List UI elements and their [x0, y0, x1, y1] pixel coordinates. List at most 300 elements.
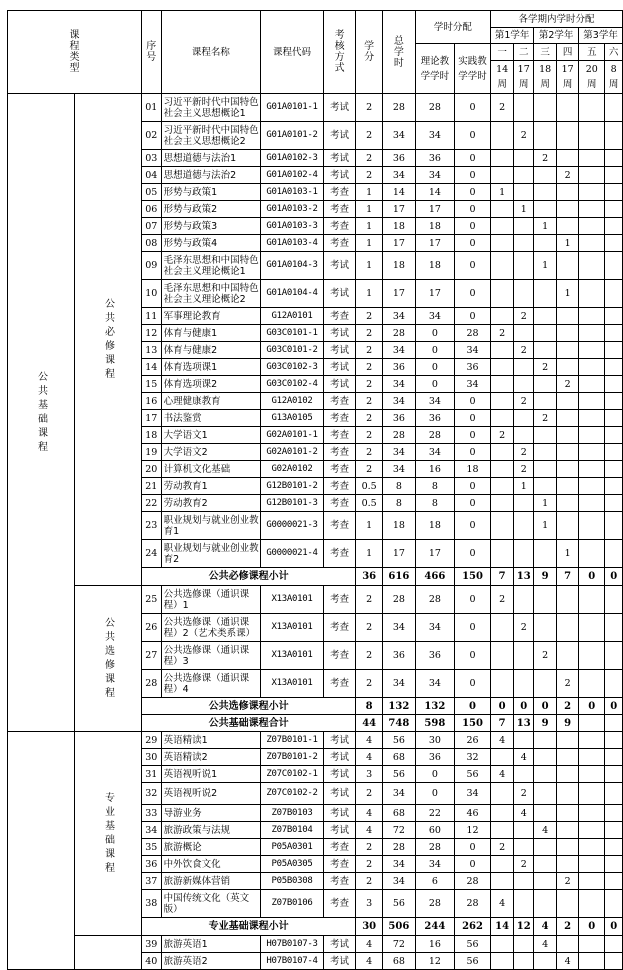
subtotal-practice-hours: 150	[455, 568, 491, 586]
seq-cell: 21	[142, 478, 162, 495]
term-1-hours-cell	[491, 953, 514, 970]
term-6-hours-cell	[605, 461, 623, 478]
term-6-hours-cell	[605, 308, 623, 325]
course-name-cell: 计算机文化基础	[161, 461, 261, 478]
term-6-hours-cell	[605, 512, 623, 540]
term-6-hours-cell	[605, 218, 623, 235]
practice-hours-cell: 0	[455, 150, 491, 167]
term-4-hours-cell	[557, 150, 579, 167]
seq-cell: 27	[142, 642, 162, 670]
total-hours-cell: 56	[383, 732, 416, 749]
course-code-cell: G01A0102-3	[261, 150, 324, 167]
header-theory	[415, 44, 454, 94]
header-term-1: 一	[491, 44, 514, 61]
credit-cell: 4	[356, 936, 383, 953]
total-hours-cell: 34	[383, 376, 416, 393]
seq-cell: 35	[142, 839, 162, 856]
term-3-hours-cell: 1	[534, 495, 557, 512]
term-4-hours-cell	[557, 732, 579, 749]
group-public-basic: 公共基础课程	[8, 94, 75, 732]
theory-hours-cell: 0	[415, 376, 454, 393]
practice-hours-cell: 56	[455, 766, 491, 783]
theory-hours-cell: 0	[415, 766, 454, 783]
seq-cell: 31	[142, 766, 162, 783]
course-code-cell: G01A0103-3	[261, 218, 324, 235]
header-credit-text: 学 分	[364, 41, 375, 63]
practice-hours-cell: 0	[455, 252, 491, 280]
course-name-cell: 导游业务	[161, 805, 261, 822]
term-1-hours-cell	[491, 410, 514, 427]
term-3-hours-cell: 1	[534, 512, 557, 540]
term-6-hours-cell	[605, 150, 623, 167]
weeks-unit: 周	[562, 79, 573, 90]
seq-cell: 06	[142, 201, 162, 218]
term-5-hours-cell	[579, 783, 605, 805]
term-2-hours-cell	[514, 150, 534, 167]
term-6-hours-cell	[605, 495, 623, 512]
seq-cell: 16	[142, 393, 162, 410]
subtotal-theory-hours: 132	[415, 698, 454, 715]
seq-cell: 29	[142, 732, 162, 749]
term-5-hours-cell	[579, 856, 605, 873]
term-4-hours-cell	[557, 495, 579, 512]
term-6-hours-cell	[605, 614, 623, 642]
practice-hours-cell: 26	[455, 732, 491, 749]
header-year-1: 第1学年	[491, 28, 534, 44]
assess-cell: 考试	[323, 150, 355, 167]
course-name-cell: 思想道德与法治1	[161, 150, 261, 167]
practice-hours-cell: 0	[455, 478, 491, 495]
seq-cell: 05	[142, 184, 162, 201]
subtotal-practice-hours: 262	[455, 918, 491, 936]
term-5-hours-cell	[579, 873, 605, 890]
weeks-unit: 周	[540, 79, 550, 90]
seq-cell: 01	[142, 94, 162, 122]
term-1-hours-cell	[491, 235, 514, 252]
header-theory-text: 理论教 学学时	[420, 55, 450, 82]
term-6-hours-cell	[605, 783, 623, 805]
course-code-cell: G01A0102-4	[261, 167, 324, 184]
assess-cell: 考试	[323, 783, 355, 805]
assess-cell: 考查	[323, 512, 355, 540]
term-6-hours-cell	[605, 184, 623, 201]
course-name-cell: 体育与健康1	[161, 325, 261, 342]
course-name-cell: 英语精读1	[161, 732, 261, 749]
term-1-hours-cell	[491, 478, 514, 495]
total-hours-cell: 8	[383, 495, 416, 512]
term-6-hours-cell	[605, 376, 623, 393]
term-3-hours-cell	[534, 783, 557, 805]
assess-cell: 考试	[323, 732, 355, 749]
total-hours-cell: 18	[383, 218, 416, 235]
practice-hours-cell: 0	[455, 512, 491, 540]
term-5-hours-cell	[579, 512, 605, 540]
theory-hours-cell: 17	[415, 540, 454, 568]
term-6-hours-cell	[605, 670, 623, 698]
subtotal-term-5: 0	[579, 918, 605, 936]
total-hours-cell: 56	[383, 890, 416, 918]
term-5-hours-cell	[579, 478, 605, 495]
term-2-hours-cell	[514, 512, 534, 540]
credit-cell: 4	[356, 822, 383, 839]
term-5-hours-cell	[579, 936, 605, 953]
term-1-hours-cell	[491, 342, 514, 359]
total-hours-cell: 68	[383, 953, 416, 970]
term-6-hours-cell	[605, 478, 623, 495]
subtotal-total-hours: 132	[383, 698, 416, 715]
term-6-hours-cell	[605, 167, 623, 184]
credit-cell: 4	[356, 953, 383, 970]
weeks-count: 8	[610, 64, 617, 75]
practice-hours-cell: 0	[455, 218, 491, 235]
weeks-unit: 周	[497, 79, 507, 90]
practice-hours-cell: 0	[455, 393, 491, 410]
subtotal-theory-hours: 244	[415, 918, 454, 936]
term-1-hours-cell: 2	[491, 325, 514, 342]
subtotal-term-3: 0	[534, 698, 557, 715]
header-total	[383, 11, 416, 94]
theory-hours-cell: 34	[415, 393, 454, 410]
term-2-hours-cell: 2	[514, 122, 534, 150]
theory-hours-cell: 14	[415, 184, 454, 201]
term-2-hours-cell: 2	[514, 393, 534, 410]
term-2-hours-cell	[514, 252, 534, 280]
practice-hours-cell: 0	[455, 235, 491, 252]
term-5-hours-cell	[579, 280, 605, 308]
seq-cell: 10	[142, 280, 162, 308]
term-4-hours-cell	[557, 478, 579, 495]
credit-cell: 4	[356, 805, 383, 822]
practice-hours-cell: 36	[455, 359, 491, 376]
term-1-hours-cell	[491, 218, 514, 235]
term-3-hours-cell	[534, 540, 557, 568]
header-practice	[455, 44, 491, 94]
subtotal-practice-hours: 0	[455, 698, 491, 715]
term-2-hours-cell: 1	[514, 478, 534, 495]
practice-hours-cell: 0	[455, 444, 491, 461]
theory-hours-cell: 16	[415, 936, 454, 953]
course-name-cell: 英语精读2	[161, 749, 261, 766]
assess-cell: 考查	[323, 478, 355, 495]
term-5-hours-cell	[579, 586, 605, 614]
term-2-hours-cell	[514, 540, 534, 568]
assess-cell: 考试	[323, 252, 355, 280]
credit-cell: 2	[356, 94, 383, 122]
assess-cell: 考查	[323, 201, 355, 218]
credit-cell: 3	[356, 766, 383, 783]
term-3-hours-cell	[534, 670, 557, 698]
credit-cell: 2	[356, 122, 383, 150]
assess-cell: 考试	[323, 822, 355, 839]
term-1-hours-cell: 2	[491, 94, 514, 122]
theory-hours-cell: 36	[415, 642, 454, 670]
term-6-hours-cell	[605, 444, 623, 461]
term-5-hours-cell	[579, 890, 605, 918]
assess-cell: 考试	[323, 376, 355, 393]
course-code-cell: G13A0105	[261, 410, 324, 427]
subtotal-term-1: 14	[491, 918, 514, 936]
term-5-hours-cell	[579, 953, 605, 970]
total-hours-cell: 34	[383, 167, 416, 184]
course-name-cell: 职业规划与就业创业教育1	[161, 512, 261, 540]
credit-cell: 2	[356, 614, 383, 642]
course-code-cell: G01A0103-2	[261, 201, 324, 218]
term-2-hours-cell	[514, 235, 534, 252]
subtotal-term-3: 9	[534, 568, 557, 586]
practice-hours-cell: 18	[455, 461, 491, 478]
term-6-hours-cell	[605, 540, 623, 568]
credit-cell: 2	[356, 308, 383, 325]
subtotal-term-2: 0	[514, 698, 534, 715]
total-hours-cell: 72	[383, 822, 416, 839]
term-2-hours-cell	[514, 94, 534, 122]
term-5-hours-cell	[579, 393, 605, 410]
term-1-hours-cell: 2	[491, 839, 514, 856]
subtotal-total-hours: 616	[383, 568, 416, 586]
credit-cell: 1	[356, 184, 383, 201]
term-4-hours-cell	[557, 749, 579, 766]
subtotal-term-6: 0	[605, 698, 623, 715]
total-hours-cell: 68	[383, 805, 416, 822]
table-row	[8, 936, 623, 953]
weeks-unit: 周	[608, 79, 619, 90]
term-6-hours-cell	[605, 252, 623, 280]
term-3-hours-cell	[534, 393, 557, 410]
theory-hours-cell: 60	[415, 822, 454, 839]
course-code-cell: G01A0104-4	[261, 280, 324, 308]
theory-hours-cell: 17	[415, 280, 454, 308]
term-4-hours-cell	[557, 308, 579, 325]
term-3-hours-cell: 2	[534, 410, 557, 427]
subtotal-term-5	[579, 715, 605, 732]
subtotal-label: 公共选修课程小计	[142, 698, 356, 715]
credit-cell: 2	[356, 783, 383, 805]
term-1-hours-cell	[491, 614, 514, 642]
course-code-cell: G12A0101	[261, 308, 324, 325]
practice-hours-cell: 0	[455, 427, 491, 444]
term-6-hours-cell	[605, 94, 623, 122]
term-4-hours-cell	[557, 839, 579, 856]
term-3-hours-cell	[534, 325, 557, 342]
course-name-cell: 毛泽东思想和中国特色社会主义理论概论1	[161, 252, 261, 280]
assess-cell: 考查	[323, 184, 355, 201]
practice-hours-cell: 0	[455, 184, 491, 201]
term-4-hours-cell: 2	[557, 873, 579, 890]
practice-hours-cell: 0	[455, 167, 491, 184]
course-name-cell: 公共选修课（通识课程）2（艺术类系课）	[161, 614, 261, 642]
weeks-count: 14	[496, 64, 509, 75]
seq-cell: 30	[142, 749, 162, 766]
theory-hours-cell: 34	[415, 856, 454, 873]
group-public-required: 公共必修课程	[75, 94, 142, 586]
term-3-hours-cell	[534, 614, 557, 642]
term-3-hours-cell	[534, 308, 557, 325]
curriculum-plan-table	[7, 10, 623, 970]
course-code-cell: Z07B0104	[261, 822, 324, 839]
term-2-hours-cell	[514, 218, 534, 235]
theory-hours-cell: 34	[415, 122, 454, 150]
term-1-hours-cell: 2	[491, 586, 514, 614]
term-6-hours-cell	[605, 873, 623, 890]
term-1-hours-cell: 4	[491, 890, 514, 918]
term-6-hours-cell	[605, 749, 623, 766]
credit-cell: 2	[356, 359, 383, 376]
term-1-hours-cell: 4	[491, 732, 514, 749]
term-5-hours-cell	[579, 201, 605, 218]
course-code-cell: X13A0101	[261, 642, 324, 670]
practice-hours-cell: 0	[455, 308, 491, 325]
term-5-hours-cell	[579, 732, 605, 749]
subtotal-term-5: 0	[579, 698, 605, 715]
course-code-cell: G03C0101-1	[261, 325, 324, 342]
theory-hours-cell: 12	[415, 953, 454, 970]
assess-cell: 考试	[323, 805, 355, 822]
theory-hours-cell: 18	[415, 512, 454, 540]
assess-cell: 考试	[323, 953, 355, 970]
term-5-hours-cell	[579, 94, 605, 122]
practice-hours-cell: 0	[455, 614, 491, 642]
practice-hours-cell: 12	[455, 822, 491, 839]
assess-cell: 考试	[323, 325, 355, 342]
practice-hours-cell: 0	[455, 495, 491, 512]
course-code-cell: G01A0103-4	[261, 235, 324, 252]
practice-hours-cell: 0	[455, 122, 491, 150]
subtotal-term-1: 7	[491, 715, 514, 732]
course-code-cell: Z07C0102-2	[261, 783, 324, 805]
seq-cell: 15	[142, 376, 162, 393]
total-hours-cell: 28	[383, 325, 416, 342]
term-2-hours-cell	[514, 359, 534, 376]
term-6-hours-cell	[605, 235, 623, 252]
course-name-cell: 军事理论教育	[161, 308, 261, 325]
term-4-hours-cell	[557, 410, 579, 427]
header-term-6: 六	[605, 44, 623, 61]
seq-cell: 22	[142, 495, 162, 512]
seq-cell: 36	[142, 856, 162, 873]
term-4-hours-cell	[557, 252, 579, 280]
assess-cell: 考查	[323, 540, 355, 568]
term-1-hours-cell	[491, 805, 514, 822]
assess-cell: 考查	[323, 670, 355, 698]
credit-cell: 2	[356, 586, 383, 614]
table-row	[8, 586, 623, 614]
theory-hours-cell: 0	[415, 359, 454, 376]
subtotal-label: 专业基础课程小计	[142, 918, 356, 936]
assess-cell: 考试	[323, 936, 355, 953]
term-1-hours-cell	[491, 783, 514, 805]
term-6-hours-cell	[605, 280, 623, 308]
course-name-cell: 心理健康教育	[161, 393, 261, 410]
term-1-hours-cell: 4	[491, 766, 514, 783]
subtotal-label: 公共必修课程小计	[142, 568, 356, 586]
course-name-cell: 思想道德与法治2	[161, 167, 261, 184]
term-1-hours-cell	[491, 461, 514, 478]
header-category-text: 课 程 类 型	[69, 30, 80, 74]
term-4-hours-cell	[557, 427, 579, 444]
course-code-cell: G0000021-3	[261, 512, 324, 540]
term-2-hours-cell	[514, 839, 534, 856]
seq-cell: 37	[142, 873, 162, 890]
practice-hours-cell: 34	[455, 342, 491, 359]
term-5-hours-cell	[579, 252, 605, 280]
seq-cell: 03	[142, 150, 162, 167]
term-3-hours-cell	[534, 201, 557, 218]
total-hours-cell: 34	[383, 873, 416, 890]
term-5-hours-cell	[579, 614, 605, 642]
term-6-hours-cell	[605, 766, 623, 783]
header-year-2: 第2学年	[534, 28, 579, 44]
theory-hours-cell: 36	[415, 410, 454, 427]
total-hours-cell: 34	[383, 444, 416, 461]
theory-hours-cell: 28	[415, 890, 454, 918]
credit-cell: 2	[356, 376, 383, 393]
theory-hours-cell: 0	[415, 342, 454, 359]
subtotal-total-hours: 748	[383, 715, 416, 732]
total-hours-cell: 36	[383, 150, 416, 167]
term-3-hours-cell	[534, 280, 557, 308]
course-name-cell: 习近平新时代中国特色社会主义思想概论2	[161, 122, 261, 150]
term-3-hours-cell	[534, 749, 557, 766]
theory-hours-cell: 28	[415, 839, 454, 856]
term-5-hours-cell	[579, 766, 605, 783]
practice-hours-cell: 28	[455, 890, 491, 918]
assess-cell: 考试	[323, 749, 355, 766]
term-4-hours-cell	[557, 94, 579, 122]
subtotal-term-2: 13	[514, 715, 534, 732]
term-2-hours-cell: 2	[514, 342, 534, 359]
term-4-hours-cell	[557, 184, 579, 201]
subtotal-term-1: 7	[491, 568, 514, 586]
term-4-hours-cell	[557, 393, 579, 410]
subtotal-total-hours: 506	[383, 918, 416, 936]
course-name-cell: 公共选修课（通识课程）1	[161, 586, 261, 614]
credit-cell: 2	[356, 873, 383, 890]
group-public-elective: 公共选修课程	[75, 586, 142, 732]
header-weeks-term-6	[605, 61, 623, 94]
total-hours-cell: 17	[383, 280, 416, 308]
header-code: 课程代码	[261, 11, 324, 94]
term-5-hours-cell	[579, 184, 605, 201]
theory-hours-cell: 34	[415, 444, 454, 461]
term-5-hours-cell	[579, 122, 605, 150]
term-3-hours-cell	[534, 873, 557, 890]
seq-cell: 11	[142, 308, 162, 325]
theory-hours-cell: 16	[415, 461, 454, 478]
assess-cell: 考查	[323, 308, 355, 325]
seq-cell: 08	[142, 235, 162, 252]
course-code-cell: P05B0308	[261, 873, 324, 890]
course-code-cell: Z07B0106	[261, 890, 324, 918]
credit-cell: 0.5	[356, 495, 383, 512]
total-hours-cell: 34	[383, 670, 416, 698]
term-1-hours-cell	[491, 512, 514, 540]
subtotal-credit: 44	[356, 715, 383, 732]
course-code-cell: Z07B0103	[261, 805, 324, 822]
credit-cell: 2	[356, 410, 383, 427]
term-1-hours-cell	[491, 873, 514, 890]
credit-cell: 1	[356, 218, 383, 235]
theory-hours-cell: 28	[415, 586, 454, 614]
weeks-unit: 周	[518, 79, 529, 90]
subtotal-theory-hours: 466	[415, 568, 454, 586]
credit-cell: 2	[356, 670, 383, 698]
course-code-cell: G02A0101-1	[261, 427, 324, 444]
assess-cell: 考试	[323, 359, 355, 376]
total-hours-cell: 14	[383, 184, 416, 201]
header-weeks-term-4	[557, 61, 579, 94]
term-5-hours-cell	[579, 540, 605, 568]
term-5-hours-cell	[579, 325, 605, 342]
